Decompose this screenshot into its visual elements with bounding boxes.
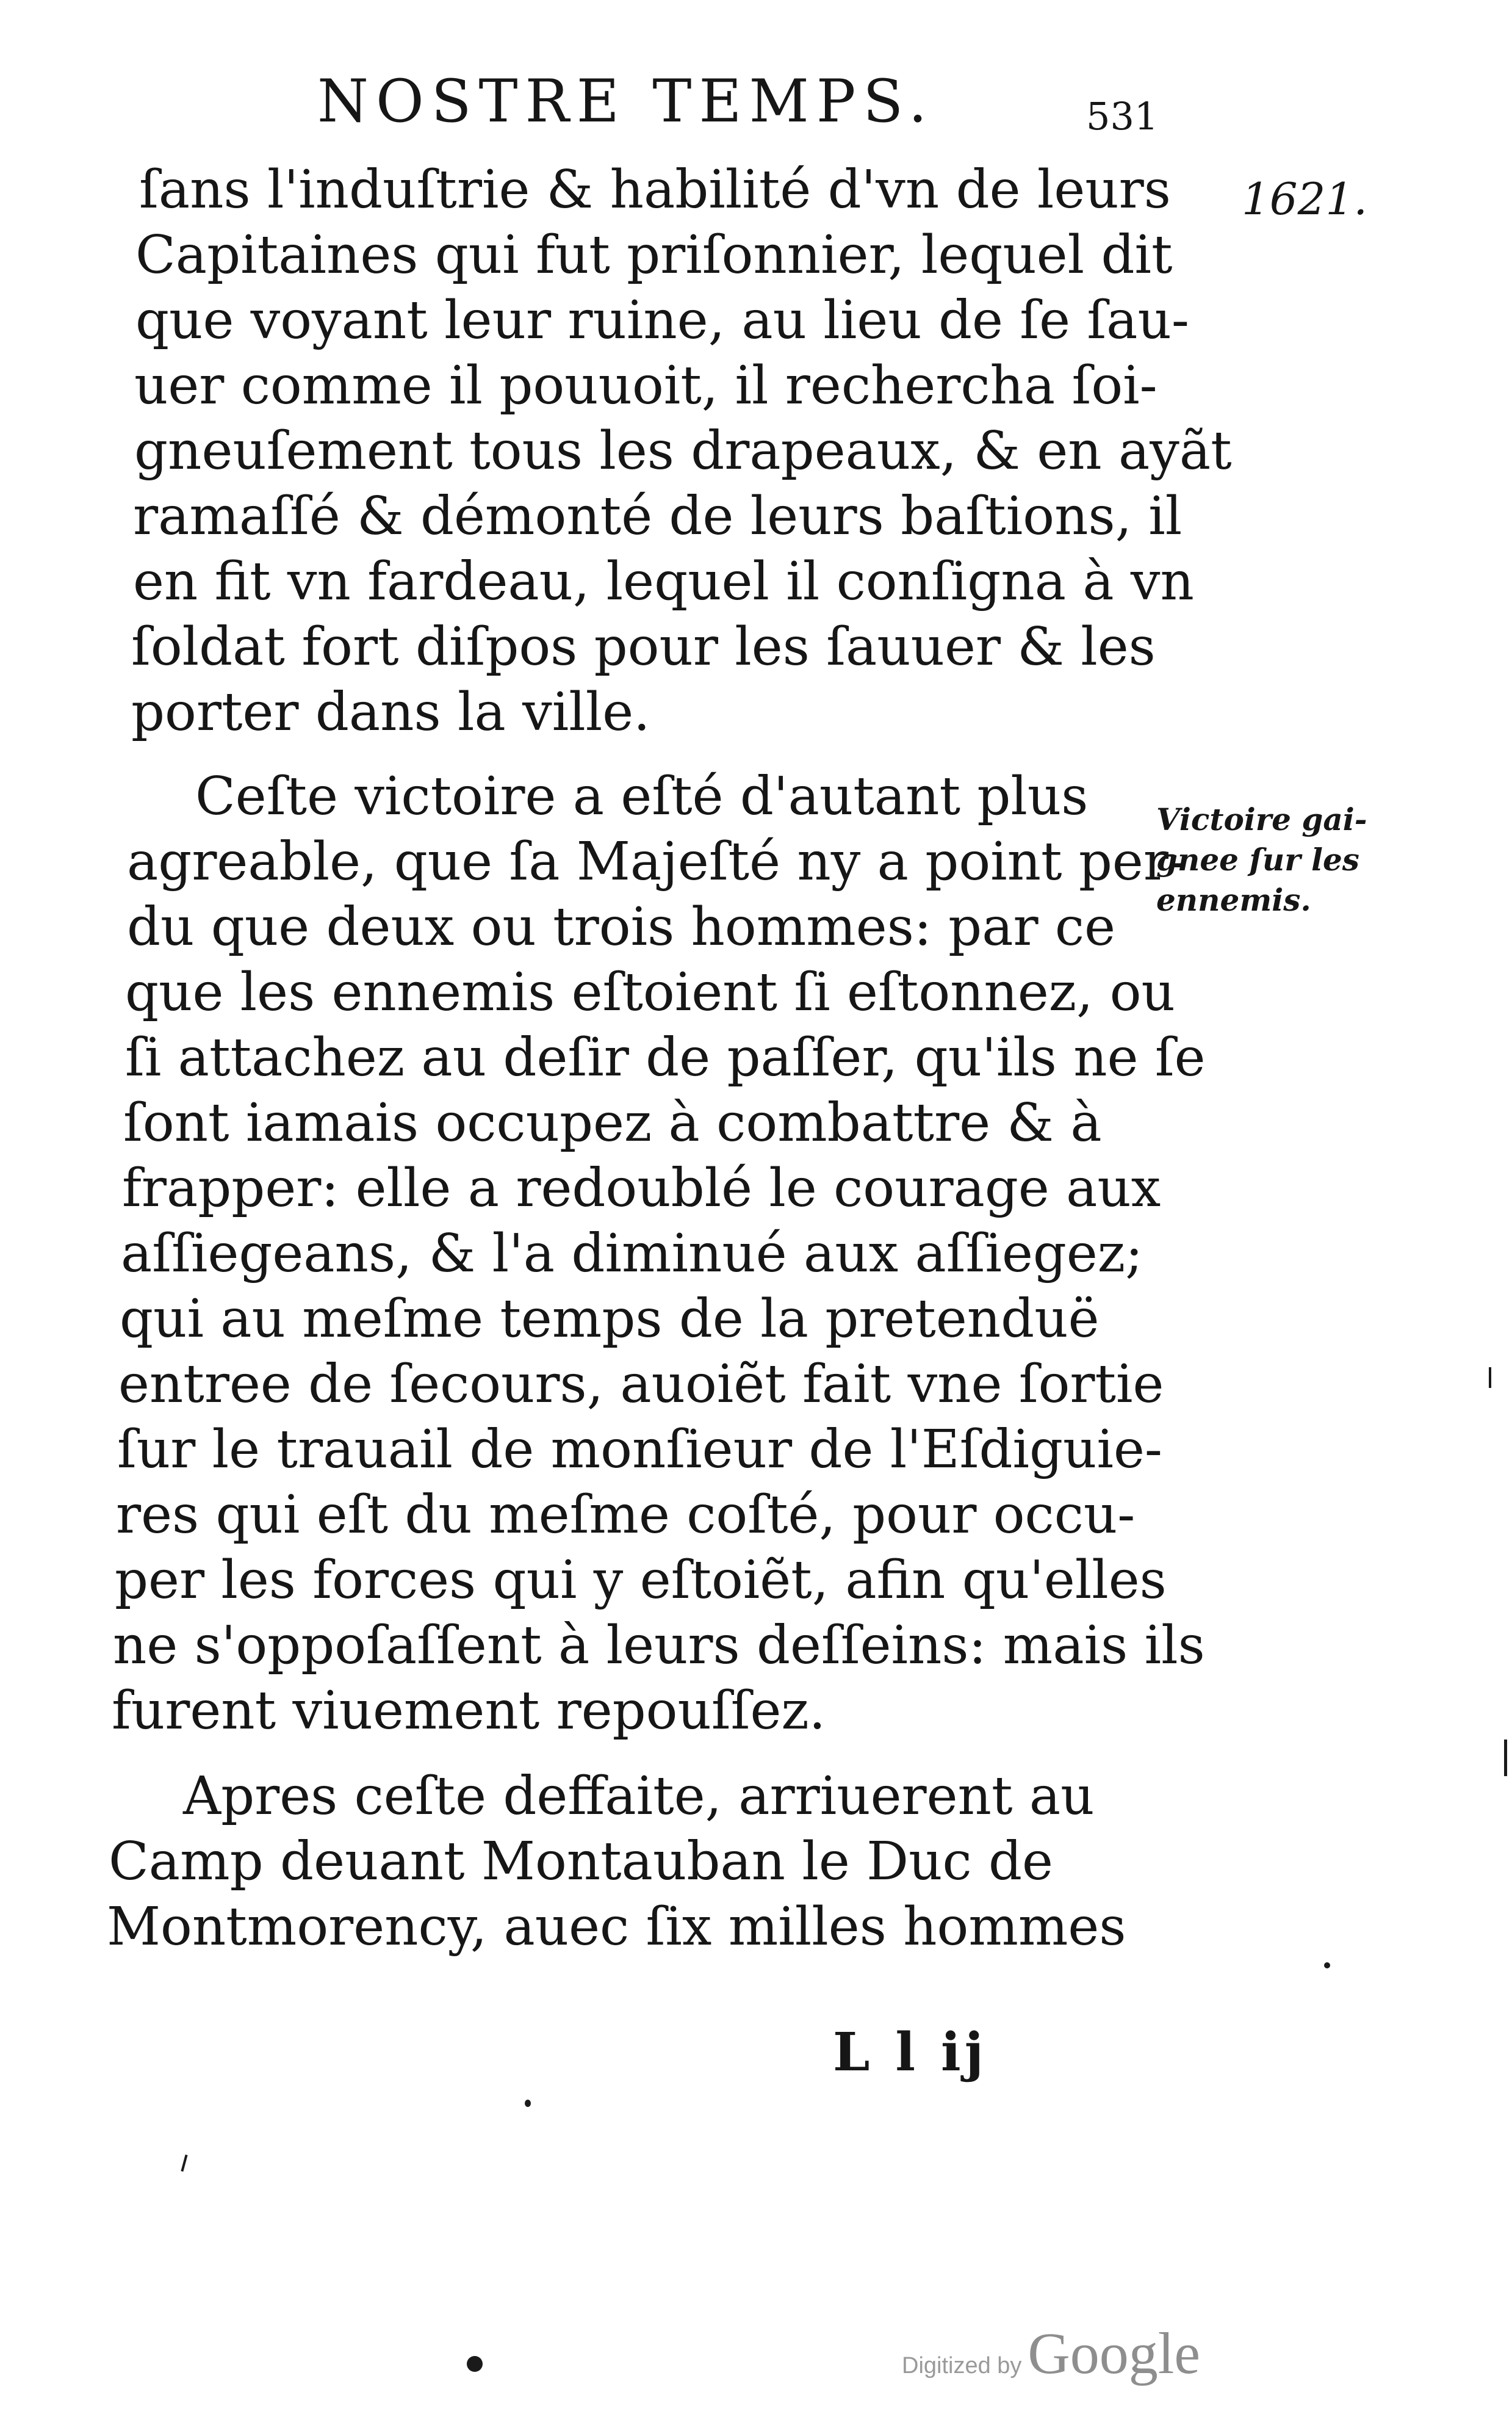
margin-note-line: ennemis. [1156, 882, 1311, 918]
margin-note-line: gnee ſur les [1156, 842, 1359, 878]
text-line: ſont iamais occupez à combattre & à [123, 1093, 1102, 1154]
text-line: ſoldat fort diſpos pour les ſauuer & les [131, 616, 1156, 677]
text-line: du que deux ou trois hommes: par ce [127, 897, 1115, 958]
text-line: porter dans la ville. [131, 682, 650, 743]
text-line: gneuſement tous les drapeaux, & en ayãt [134, 421, 1232, 482]
edge-mark [1504, 1740, 1507, 1776]
edge-mark [181, 2155, 187, 2172]
margin-year: 1621. [1242, 173, 1368, 225]
running-head: NOSTRE TEMPS. [317, 67, 935, 135]
digitized-by-label: Digitized by [902, 2353, 1022, 2379]
ink-speck [1324, 1962, 1330, 1968]
text-line: entree de ſecours, auoiẽt fait vne ſortie [118, 1354, 1164, 1415]
text-line: Capitaines qui fut priſonnier, lequel dit [135, 225, 1173, 286]
text-line: ne s'oppoſaſſent à leurs deſſeins: mais ils [113, 1615, 1205, 1676]
text-line: que voyant leur ruine, au lieu de ſe ſau- [135, 290, 1189, 351]
text-line: ſans l'induſtrie & habilité d'vn de leurs [139, 159, 1171, 220]
text-line: agreable, que ſa Majeſté ny a point per- [127, 831, 1186, 892]
text-line: en fit vn fardeau, lequel il conſigna à vn [133, 551, 1194, 612]
text-line: Apres ceſte deffaite, arriuerent au [183, 1766, 1095, 1827]
text-line: Camp deuant Montauban le Duc de [109, 1831, 1053, 1892]
ink-speck [467, 2356, 483, 2372]
signature-mark: L l ij [833, 2022, 987, 2083]
text-line: ramaſſé & démonté de leurs baſtions, il [133, 486, 1183, 547]
margin-note-line: Victoire gai- [1156, 801, 1367, 837]
text-line: frapper: elle a redoublé le courage aux [122, 1158, 1161, 1219]
text-line: per les forces qui y eſtoiẽt, afin qu'elles [115, 1550, 1167, 1611]
edge-mark [1489, 1367, 1491, 1388]
text-line: Ceſte victoire a eſté d'autant plus [195, 766, 1089, 827]
text-line: res qui eſt du meſme coſté, pour occu- [116, 1484, 1136, 1545]
margin-note [1156, 800, 1367, 920]
text-line: Montmorency, auec ſix milles hommes [107, 1896, 1126, 1957]
text-line: aſſiegeans, & l'a diminué aux aſſiegez; [121, 1223, 1143, 1284]
google-logo: Google [1028, 2321, 1201, 2386]
text-line: ſi attachez au deſir de paſſer, qu'ils ne ſe [125, 1027, 1206, 1088]
text-line: furent viuement repouſſez. [112, 1680, 826, 1741]
ink-speck [525, 2100, 531, 2107]
text-line: uer comme il pouuoit, il rechercha ſoi- [134, 355, 1157, 416]
text-line: qui au meſme temps de la pretenduë [120, 1288, 1100, 1349]
text-line: ſur le trauail de monſieur de l'Eſdiguie- [117, 1419, 1162, 1480]
text-line: que les ennemis eſtoient ſi eſtonnez, ou [125, 962, 1175, 1023]
page-number: 531 [1086, 94, 1159, 139]
digitized-by-watermark [902, 2319, 1200, 2387]
